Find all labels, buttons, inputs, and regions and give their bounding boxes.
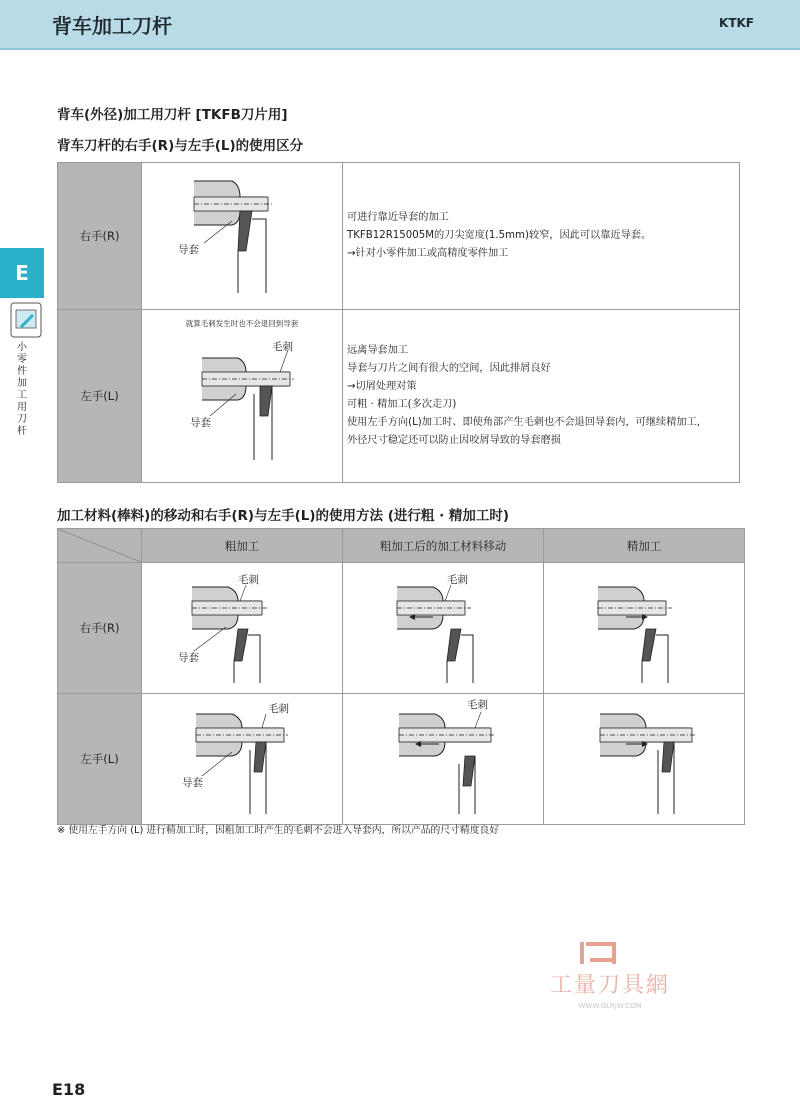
table-corner — [58, 529, 142, 563]
guide-bush-label: 导套 — [182, 777, 203, 789]
footnote: ※ 使用左手方向 (L) 进行精加工时，因粗加工时产生的毛刺不会进入导套内，所以产品的尺寸精度良好 — [57, 825, 500, 836]
guide-bush-label: 导套 — [178, 244, 199, 256]
watermark-url: WWW.GLRJW.COM — [578, 1002, 642, 1010]
left-finish-diagram — [544, 694, 744, 820]
left-finish-cell — [544, 694, 745, 825]
right-hand-tool-diagram — [142, 163, 342, 305]
left-rough-cell — [142, 694, 343, 825]
watermark-text: 工量刀具網 — [549, 973, 671, 998]
burr-label: 毛刺 — [467, 699, 488, 711]
watermark-logo — [530, 940, 690, 1020]
left-move-cell — [343, 694, 544, 825]
desc-line: 外径尺寸稳定还可以防止因咬屑导致的导套磨损 — [347, 435, 561, 446]
left-hand-description — [343, 310, 740, 483]
guide-bush-label: 导套 — [178, 652, 199, 664]
right-move-diagram — [343, 563, 543, 689]
burr-label: 毛刺 — [268, 703, 289, 715]
table-row — [58, 694, 745, 825]
right-rough-cell — [142, 563, 343, 694]
left-hand-figure-cell — [142, 310, 343, 483]
desc-line: 可进行靠近导套的加工 — [347, 212, 449, 223]
desc-line: 导套与刀片之间有很大的空间，因此排屑良好 — [347, 363, 551, 374]
right-move-cell — [343, 563, 544, 694]
figure-caption: 就算毛刺发生时也不会退回到导套 — [185, 319, 299, 328]
right-hand-figure-cell — [142, 163, 343, 310]
left-rough-diagram — [142, 694, 342, 820]
column-header-move: 粗加工后的加工材料移动 — [343, 529, 544, 563]
table-row — [58, 163, 740, 310]
table-header-row — [58, 529, 745, 563]
page-number: E18 — [52, 1080, 86, 1099]
desc-line: 使用左手方向(L)加工时、即使角部产生毛刺也不会退回导套内，可继续精加工， — [347, 417, 707, 428]
column-header-rough: 粗加工 — [142, 529, 343, 563]
row-label-right: 右手(R) — [58, 563, 142, 694]
right-rough-diagram — [142, 563, 342, 689]
brand-label: KTKF — [719, 16, 754, 30]
guide-bush-label: 导套 — [190, 417, 211, 429]
table-row — [58, 563, 745, 694]
burr-label: 毛刺 — [238, 574, 259, 586]
burr-label: 毛刺 — [272, 341, 293, 353]
table-row — [58, 310, 740, 483]
desc-line: →针对小零件加工或高精度零件加工 — [347, 248, 509, 259]
row-label-right: 右手(R) — [58, 163, 142, 310]
corner-diagonal — [58, 529, 141, 562]
chapter-tab[interactable]: E — [0, 248, 44, 298]
column-header-finish: 精加工 — [544, 529, 745, 563]
section1-subheading: 背车刀杆的右手(R)与左手(L)的使用区分 — [57, 138, 304, 154]
chapter-label: 小零件加工用刀杆 — [17, 342, 27, 437]
desc-line: 远离导套加工 — [347, 345, 409, 356]
left-hand-tool-diagram — [142, 310, 342, 478]
left-move-diagram — [343, 694, 543, 820]
desc-line: 可粗 · 精加工(多次走刀) — [347, 399, 457, 410]
section1-heading: 背车(外径)加工用刀杆 [TKFB刀片用] — [57, 107, 288, 123]
right-finish-diagram — [544, 563, 744, 689]
process-table — [57, 528, 745, 825]
row-label-left: 左手(L) — [58, 310, 142, 483]
right-finish-cell — [544, 563, 745, 694]
row-label-left: 左手(L) — [58, 694, 142, 825]
right-hand-description — [343, 163, 740, 310]
page-header — [0, 0, 800, 50]
usage-comparison-table — [57, 162, 740, 483]
small-part-tool-icon — [10, 302, 42, 338]
desc-line: →切屑处理对策 — [347, 381, 417, 392]
burr-label: 毛刺 — [447, 574, 468, 586]
desc-line: TKFB12R15005M的刀尖宽度(1.5mm)较窄，因此可以靠近导套。 — [347, 230, 652, 241]
section2-heading: 加工材料(棒料)的移动和右手(R)与左手(L)的使用方法 (进行粗 · 精加工时) — [57, 508, 510, 524]
page-title: 背车加工刀杆 — [52, 14, 172, 38]
